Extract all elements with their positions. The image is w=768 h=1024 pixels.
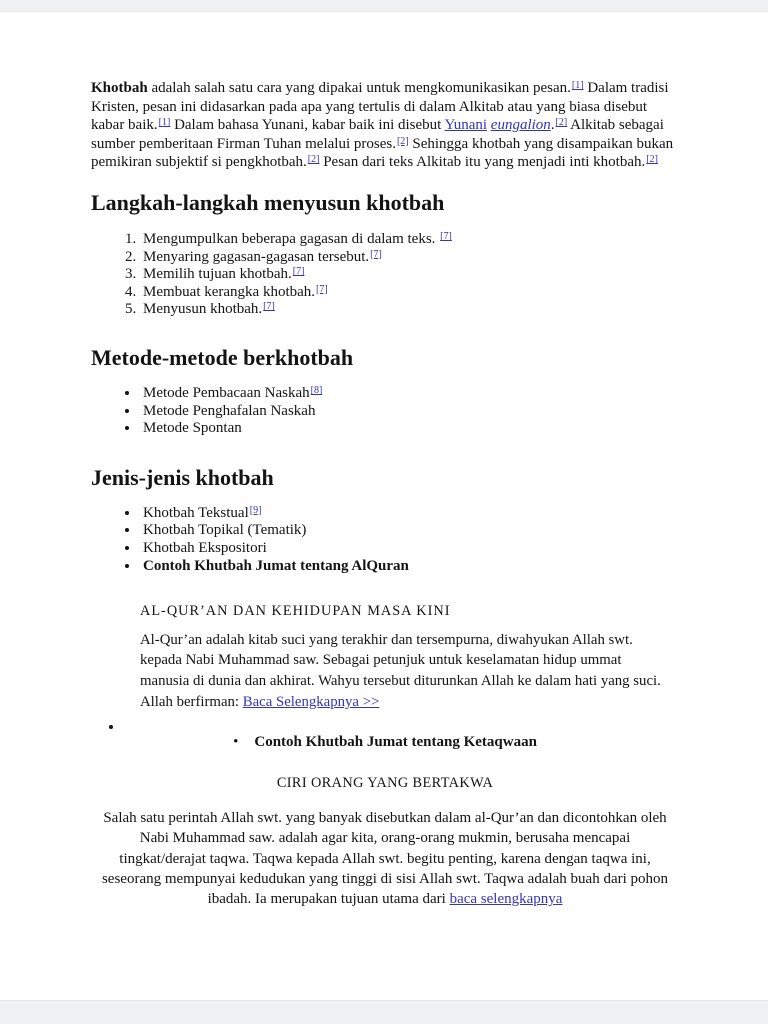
footnote-ref[interactable]: [2]: [396, 135, 409, 147]
list-item: • Khotbah Tekstual[9]: [140, 505, 679, 523]
footnote-ref[interactable]: [7]: [292, 266, 305, 278]
list-item: 5. Menyusun khotbah.[7]: [140, 301, 679, 319]
list-item: • Metode Spontan: [140, 420, 679, 438]
empty-list-item: [123, 717, 679, 729]
intro-text: Dalam tradisi Kristen, pesan ini didasarkan pada apa yang tertulis di dalam Alkitab atau yang biasa disebut kabar baik.: [91, 80, 669, 134]
list-item: • Metode Penghafalan Naskah: [140, 403, 679, 421]
eungalion-link[interactable]: eungalion: [490, 117, 551, 134]
taqwa-paragraph: Salah satu perintah Allah swt. yang banyak disebutkan dalam al-Qur’an dan dicontohkan oleh Nabi Muhammad saw. adalah agar kita, orang-orang mukmin, berusaha mencapai tingkat/derajat taqwa. Taqwa kepada Allah swt. begitu penting, karena dengan taqwa ini, seseorang mempunyai kedudukan yang tinggi di sisi Allah swt. Taqwa adalah buah dari pohon ibadah. Ia merupakan tujuan utama dari baca selengkapnya: [101, 809, 669, 908]
footnote-ref[interactable]: [8]: [310, 384, 323, 396]
quran-khutbah-title: AL-QUR’AN DAN KEHIDUPAN MASA KINI: [140, 603, 451, 620]
list-item: 4. Membuat kerangka khotbah.[7]: [140, 284, 679, 302]
document-content: [91, 70, 679, 910]
footnote-ref[interactable]: [7]: [370, 248, 382, 260]
baca-selengkapnya-link-taqwa[interactable]: baca selengkapnya: [449, 891, 563, 908]
intro-text: Alkitab sebagai sumber pemberitaan Firman Tuhan melalui proses.: [91, 117, 664, 152]
footnote-ref[interactable]: [7]: [440, 230, 452, 242]
bertakwa-subtitle: CIRI ORANG YANG BERTAKWA: [276, 775, 494, 792]
types-list: [91, 505, 679, 575]
quran-khutbah-paragraph: Al-Qur’an adalah kitab suci yang terakhir dan tersempurna, diwahyukan Allah swt. kepada Nabi Muhammad saw. Sebagai petunjuk untuk keselamatan hidup ummat manusia di dunia dan akhirat. Wahyu tersebut diturunkan Allah ke dalam hati yang suci. Allah berfirman: Baca Selengkapnya >>: [140, 631, 661, 710]
footnote-ref[interactable]: [1]: [571, 80, 584, 91]
page-top-margin: [0, 0, 768, 12]
intro-text: .: [550, 117, 555, 134]
yunani-link[interactable]: Yunani: [444, 117, 488, 134]
intro-text: adalah salah satu cara yang dipakai untuk mengkomunikasikan pesan.: [147, 80, 571, 96]
list-item: • Metode Pembacaan Naskah[8]: [140, 385, 679, 403]
methods-list: [91, 385, 679, 438]
footnote-ref[interactable]: [2]: [555, 117, 568, 129]
bullet-icon: [233, 734, 238, 750]
footnote-ref[interactable]: [2]: [646, 154, 658, 166]
intro-lead-word: Khotbah: [91, 80, 148, 96]
footnote-ref[interactable]: [1]: [158, 117, 171, 129]
footnote-ref[interactable]: [2]: [307, 154, 320, 166]
baca-selengkapnya-link-quran[interactable]: Baca Selengkapnya >>: [242, 693, 380, 710]
page-bottom-margin: [0, 1000, 768, 1024]
list-item: 1. Mengumpulkan beberapa gagasan di dalam teks. [7]: [140, 231, 679, 249]
section-heading-jenis: Jenis-jenis khotbah: [91, 464, 274, 490]
section-heading-langkah: Langkah-langkah menyusun khotbah: [91, 189, 445, 215]
list-item: 2. Menyaring gagasan-gagasan tersebut.[7]: [140, 249, 679, 267]
footnote-ref[interactable]: [7]: [263, 301, 275, 313]
list-item: 3. Memilih tujuan khotbah.[7]: [140, 266, 679, 284]
list-item: • Khotbah Ekspositori: [140, 540, 679, 558]
intro-paragraph: [91, 79, 679, 172]
intro-text: Sehingga khotbah yang disampaikan bukan pemikiran subjektif si pengkhotbah.: [91, 135, 674, 171]
section-heading-metode: Metode-metode berkhotbah: [91, 344, 354, 370]
intro-text: Pesan dari teks Alkitab itu yang menjadi inti khotbah.: [319, 154, 646, 171]
steps-list: [91, 231, 679, 319]
intro-text: Dalam bahasa Yunani, kabar baik ini disebut: [170, 117, 445, 134]
quran-khutbah-section: [140, 602, 664, 712]
list-item: • Khotbah Topikal (Tematik): [140, 522, 679, 540]
empty-bullet-list: [91, 717, 679, 729]
footnote-ref[interactable]: [9]: [249, 504, 262, 516]
ketaqwaan-heading: • Contoh Khutbah Jumat tentang Ketaqwaan: [91, 733, 679, 752]
footnote-ref[interactable]: [7]: [316, 283, 328, 295]
list-item: • Contoh Khutbah Jumat tentang AlQuran: [140, 558, 679, 576]
